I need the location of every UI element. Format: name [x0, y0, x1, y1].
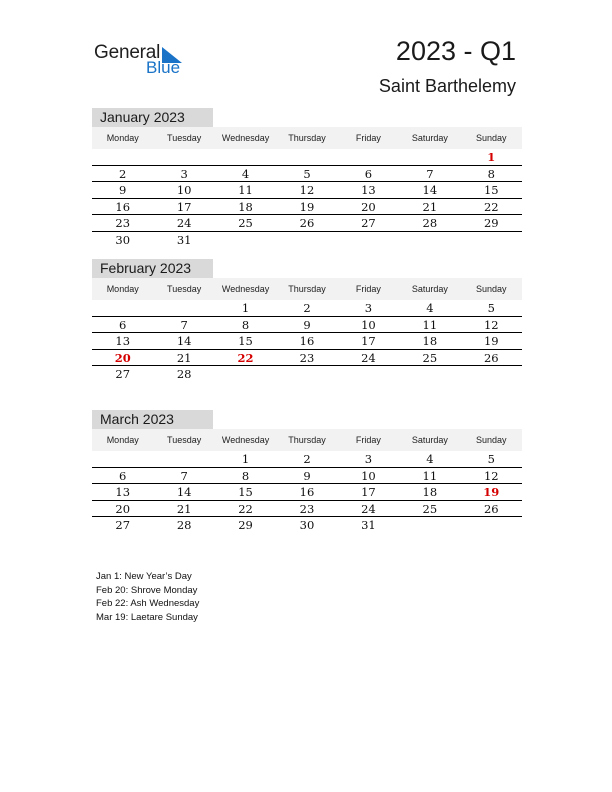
quarter-title: 2023 - Q1	[395, 36, 516, 66]
day-cell: 10	[361, 468, 376, 483]
day-cell: 17	[361, 485, 376, 499]
weekday-label: Tuesday	[167, 284, 202, 294]
day-cell	[461, 366, 522, 383]
day-cell: 17	[361, 334, 376, 348]
day-cell: 26	[483, 501, 499, 516]
day-cell: 10	[176, 183, 192, 197]
weekday-label: Thursday	[288, 435, 326, 445]
weekday-label: Friday	[355, 284, 381, 294]
day-cell: 27	[361, 216, 376, 230]
day-cell: 25	[422, 501, 438, 516]
day-cell: 16	[299, 334, 315, 348]
holiday-entry: Jan 1: New Year’s Day	[96, 571, 192, 582]
day-cell: 3	[364, 452, 373, 466]
day-cell: 23	[115, 216, 131, 230]
day-cell: 13	[361, 183, 376, 197]
day-cell: 9	[303, 317, 311, 332]
month-february	[92, 259, 522, 383]
holiday-list	[96, 570, 199, 624]
weekday-label: Tuesday	[167, 435, 202, 445]
day-cell: 28	[176, 367, 192, 381]
day-cell: 16	[299, 485, 315, 499]
day-cell	[399, 366, 460, 383]
weekday-header	[92, 127, 522, 149]
holiday-day-cell: 1	[487, 150, 496, 164]
day-cell: 11	[422, 317, 438, 332]
week-row	[92, 517, 522, 534]
weekday-label: Friday	[355, 133, 381, 143]
week-row	[92, 350, 522, 367]
day-cell: 8	[241, 317, 250, 332]
day-cell: 14	[422, 183, 438, 197]
day-cell: 2	[303, 452, 311, 466]
day-cell: 4	[426, 301, 434, 315]
day-cell: 31	[361, 518, 376, 532]
day-cell: 19	[299, 199, 315, 214]
month-title: March 2023	[92, 410, 213, 429]
day-cell: 15	[483, 183, 499, 197]
day-cell: 31	[176, 232, 192, 247]
day-cell: 25	[422, 350, 438, 365]
day-cell: 12	[483, 468, 499, 483]
day-cell: 7	[426, 166, 434, 181]
day-cell	[276, 149, 337, 165]
weekday-label: Saturday	[411, 133, 448, 143]
day-cell	[461, 517, 522, 534]
day-cell: 18	[422, 485, 438, 499]
weekday-label: Thursday	[288, 133, 326, 143]
weekday-label: Tuesday	[167, 133, 202, 143]
day-cell: 3	[364, 301, 373, 315]
day-cell	[153, 149, 214, 165]
day-cell: 6	[119, 317, 127, 332]
day-cell: 17	[176, 199, 192, 214]
day-cell	[92, 451, 153, 467]
holiday-day-cell: 19	[483, 485, 500, 499]
day-cell: 11	[422, 468, 438, 483]
logo-text-general: General	[94, 42, 161, 63]
day-cell: 20	[115, 501, 131, 516]
day-cell: 24	[176, 216, 192, 230]
holiday-entry: Feb 22: Ash Wednesday	[96, 598, 200, 609]
week-row	[92, 468, 522, 485]
week-row	[92, 232, 522, 249]
day-cell	[461, 232, 522, 249]
day-cell: 18	[238, 199, 253, 214]
day-cell: 20	[361, 199, 376, 214]
holiday-day-cell: 22	[237, 350, 254, 365]
day-cell: 7	[180, 317, 188, 332]
week-row	[92, 317, 522, 334]
weekday-header	[92, 278, 522, 300]
day-cell: 2	[119, 166, 127, 181]
day-cell	[215, 232, 276, 249]
day-cell	[276, 232, 337, 249]
weekday-label: Sunday	[476, 284, 507, 294]
weekday-label: Sunday	[476, 133, 507, 143]
day-cell: 21	[176, 501, 192, 516]
day-cell: 7	[180, 468, 188, 483]
day-cell: 26	[483, 350, 499, 365]
day-cell: 1	[241, 452, 250, 466]
country-name: Saint Barthelemy	[378, 76, 516, 96]
day-cell: 23	[299, 501, 315, 516]
week-row	[92, 333, 522, 350]
day-cell: 15	[238, 485, 253, 499]
day-cell: 27	[115, 518, 131, 532]
day-cell	[399, 517, 460, 534]
holiday-day-cell: 20	[114, 350, 131, 365]
day-cell	[338, 149, 399, 165]
day-cell: 16	[115, 199, 131, 214]
day-cell: 14	[176, 485, 192, 499]
day-cell: 18	[422, 334, 438, 348]
month-january	[92, 108, 522, 248]
day-cell: 19	[483, 334, 499, 348]
day-cell: 24	[361, 501, 376, 516]
day-cell	[399, 232, 460, 249]
day-cell	[215, 366, 276, 383]
day-cell: 21	[422, 199, 438, 214]
day-cell: 29	[238, 518, 253, 532]
logo-text-blue: Blue	[146, 58, 181, 77]
generalblue-logo	[94, 42, 194, 78]
weekday-label: Wednesday	[221, 284, 270, 294]
day-cell: 8	[241, 468, 250, 483]
day-cell	[153, 300, 214, 316]
day-cell: 30	[299, 518, 315, 532]
day-cell: 10	[361, 317, 376, 332]
day-cell: 21	[176, 350, 192, 365]
holiday-entry: Mar 19: Laetare Sunday	[96, 611, 198, 623]
day-cell	[153, 451, 214, 467]
day-cell: 27	[115, 367, 131, 381]
week-row	[92, 182, 522, 199]
day-cell: 6	[119, 468, 127, 483]
day-cell: 14	[176, 334, 192, 348]
day-cell: 28	[422, 216, 438, 230]
day-cell	[338, 232, 399, 249]
day-cell: 15	[238, 334, 253, 348]
day-cell: 13	[115, 334, 131, 348]
weekday-header	[92, 429, 522, 451]
day-cell: 24	[361, 350, 376, 365]
week-row	[92, 451, 522, 468]
day-cell	[276, 366, 337, 383]
day-cell	[215, 149, 276, 165]
weekday-label: Sunday	[476, 435, 507, 445]
weekday-label: Friday	[355, 435, 381, 445]
month-title: January 2023	[92, 108, 213, 127]
month-title: February 2023	[92, 259, 213, 278]
week-row	[92, 300, 522, 317]
weekday-label: Saturday	[411, 435, 448, 445]
weekday-label: Wednesday	[221, 435, 270, 445]
month-march	[92, 410, 522, 534]
day-cell: 26	[299, 216, 315, 230]
day-cell: 22	[238, 501, 253, 516]
day-cell: 12	[299, 183, 315, 197]
day-cell	[92, 149, 153, 165]
day-cell: 11	[238, 183, 253, 197]
day-cell: 13	[115, 485, 131, 499]
holiday-entry: Feb 20: Shrove Monday	[96, 584, 198, 596]
day-cell: 25	[238, 216, 253, 230]
day-cell: 30	[115, 232, 131, 247]
weekday-label: Monday	[106, 435, 139, 445]
day-cell: 9	[303, 468, 311, 483]
day-cell: 9	[119, 183, 127, 197]
weekday-label: Saturday	[411, 284, 448, 294]
day-cell: 3	[180, 166, 188, 181]
day-cell: 22	[483, 199, 499, 214]
day-cell: 1	[241, 301, 250, 315]
week-row	[92, 484, 522, 501]
day-cell: 28	[176, 518, 192, 532]
week-row	[92, 166, 522, 183]
day-cell	[338, 366, 399, 383]
day-cell: 5	[487, 452, 495, 466]
day-cell: 2	[303, 301, 311, 315]
month-grid	[92, 149, 522, 248]
day-cell	[399, 149, 460, 165]
day-cell	[92, 300, 153, 316]
week-row	[92, 501, 522, 518]
day-cell: 12	[483, 317, 499, 332]
day-cell: 23	[299, 350, 315, 365]
day-cell: 4	[241, 166, 250, 181]
weekday-label: Wednesday	[221, 133, 270, 143]
day-cell: 5	[303, 166, 311, 181]
weekday-label: Monday	[106, 133, 139, 143]
month-grid	[92, 300, 522, 383]
week-row	[92, 199, 522, 216]
day-cell: 8	[487, 166, 495, 181]
weekday-label: Monday	[106, 284, 139, 294]
month-grid	[92, 451, 522, 534]
day-cell: 5	[487, 301, 495, 315]
day-cell: 4	[426, 452, 434, 466]
day-cell: 6	[364, 166, 373, 181]
week-row	[92, 366, 522, 383]
week-row	[92, 149, 522, 166]
day-cell: 29	[483, 216, 499, 230]
week-row	[92, 215, 522, 232]
weekday-label: Thursday	[288, 284, 326, 294]
